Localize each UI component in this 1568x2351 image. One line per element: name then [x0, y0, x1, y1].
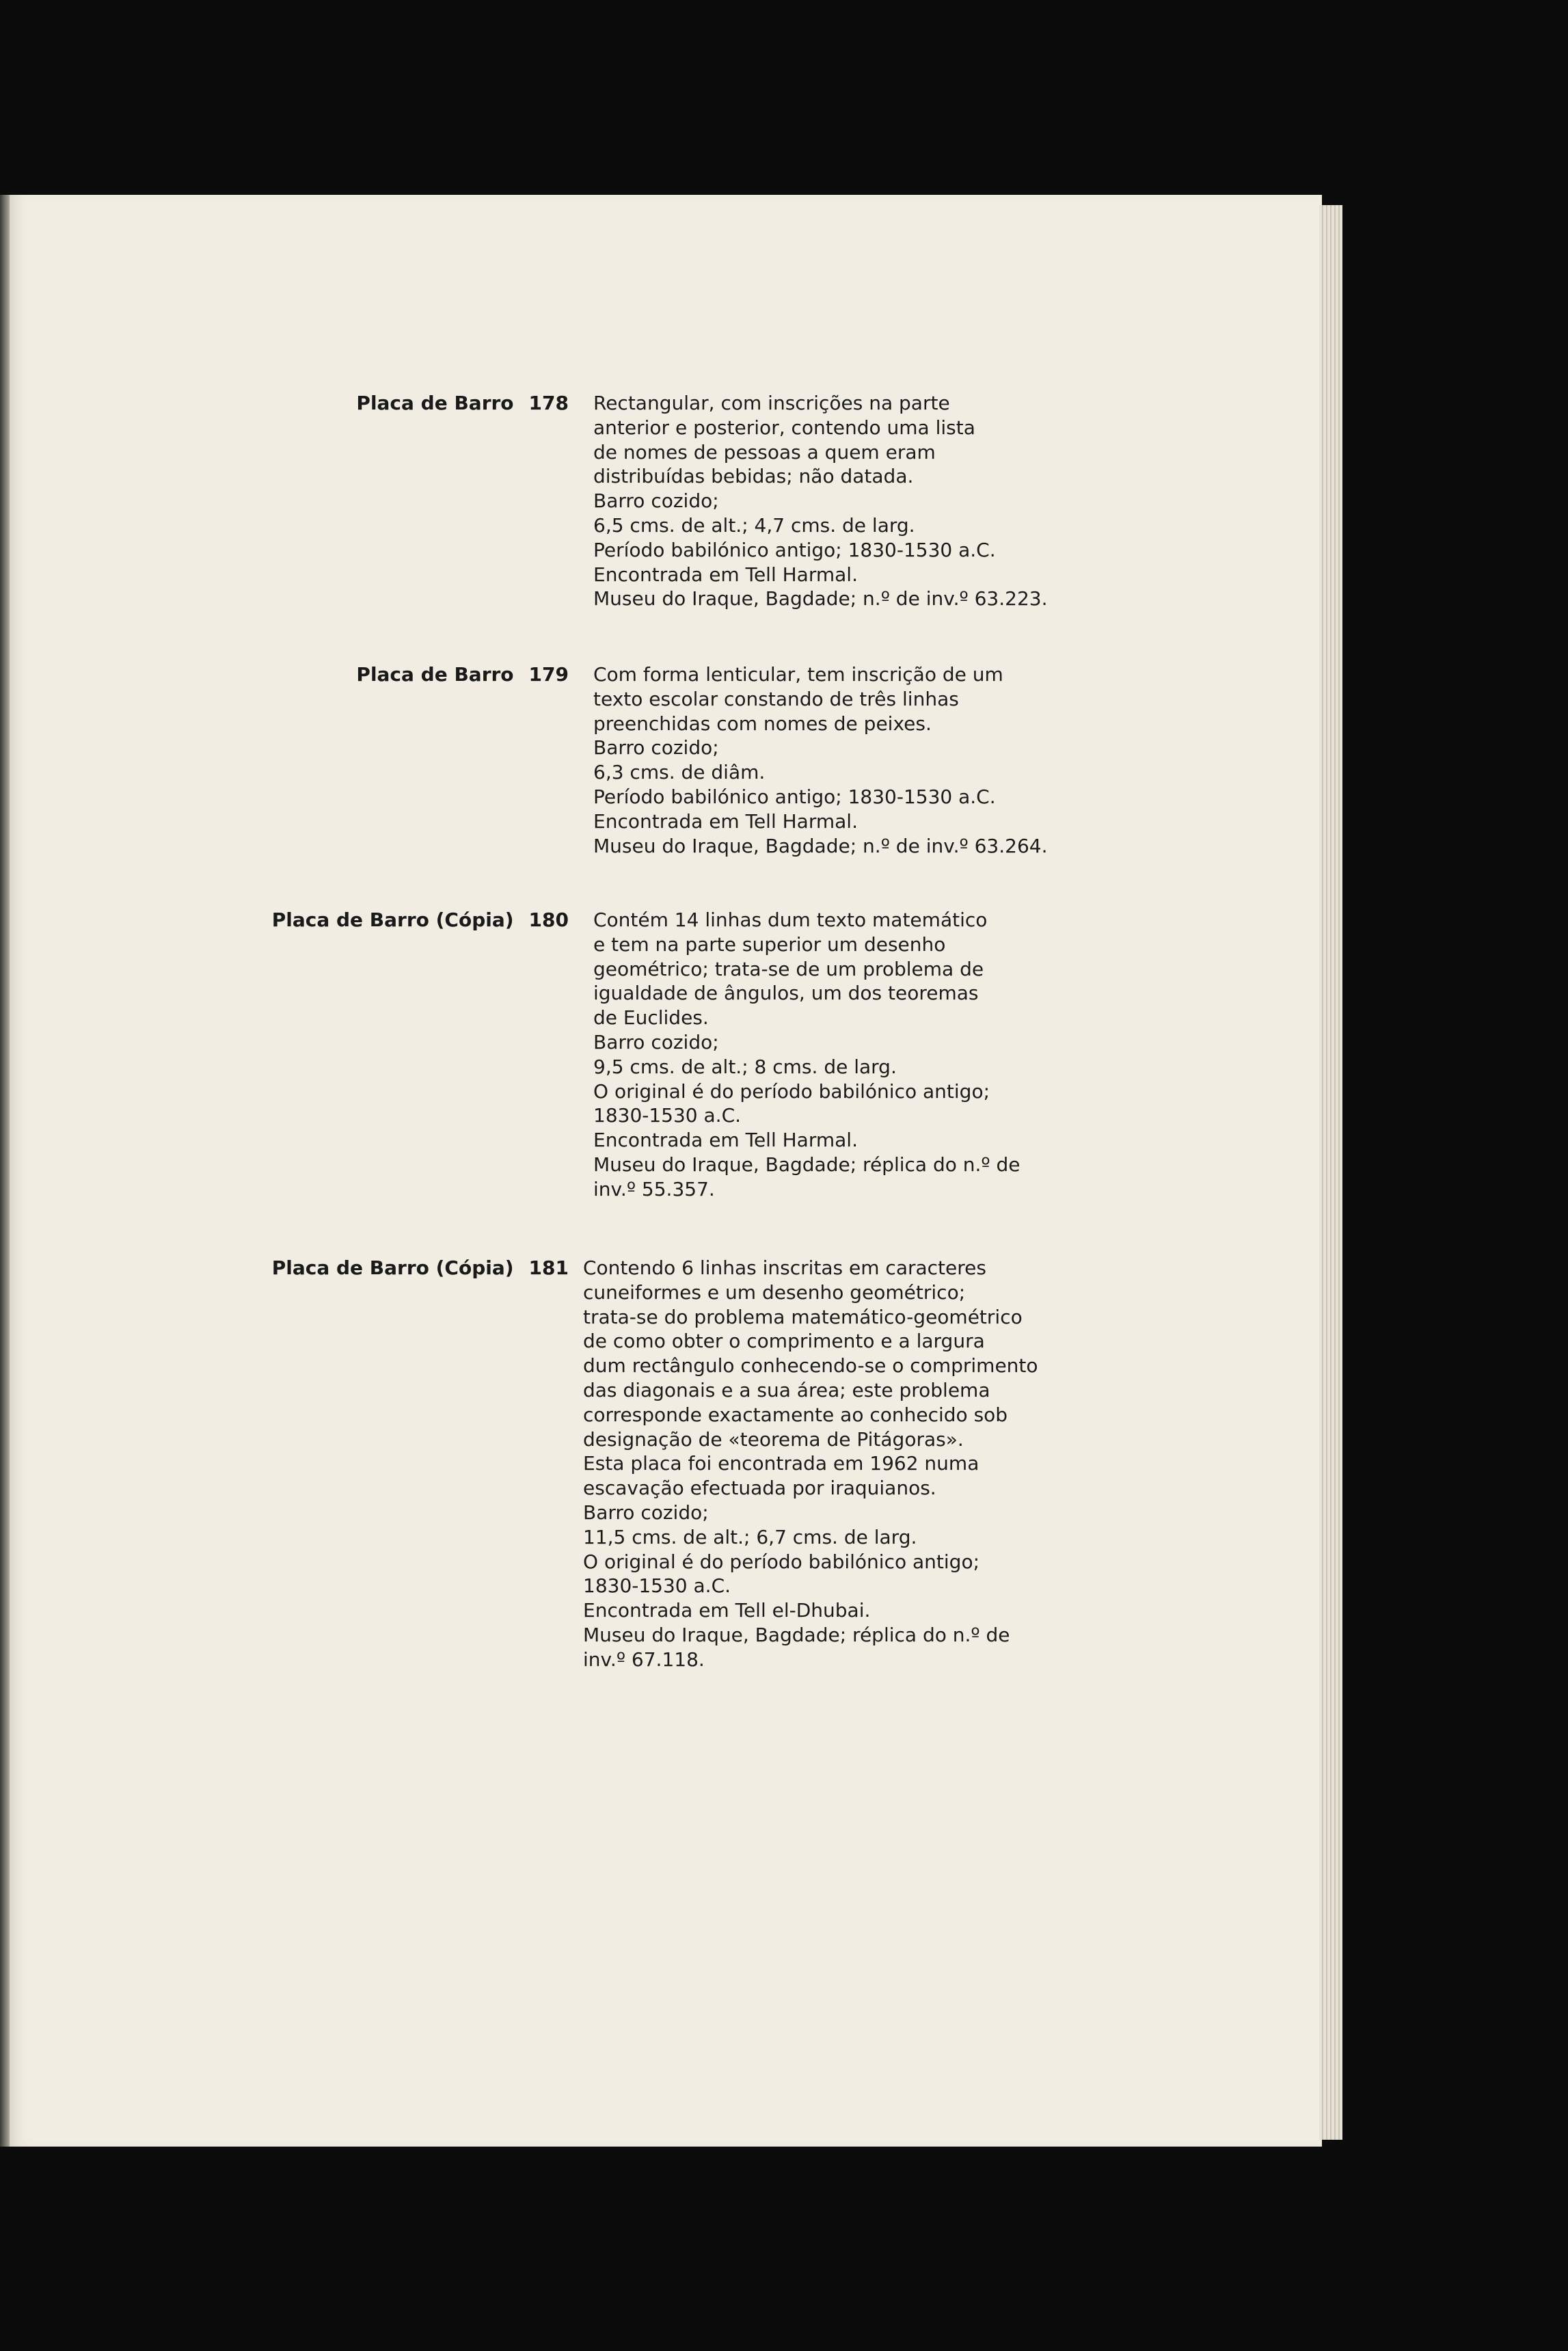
description-line: Museu do Iraque, Bagdade; n.º de inv.º 63.223. [593, 587, 1048, 610]
description-line: Barro cozido; [593, 736, 719, 760]
entry-number: 181 [528, 1257, 569, 1279]
description-line: Período babilónico antigo; 1830-1530 a.C. [593, 785, 996, 808]
entry-title: Placa de Barro (Cópia) [271, 909, 514, 931]
description-line: 6,3 cms. de diâm. [593, 761, 766, 784]
description-line: igualdade de ângulos, um dos teoremas [593, 982, 979, 1005]
description-line: inv.º 67.118. [583, 1648, 705, 1671]
description-line: trata-se do problema matemático-geométrico [583, 1305, 1023, 1328]
entry-number: 180 [528, 909, 569, 931]
description-line: Museu do Iraque, Bagdade; réplica do n.º de [583, 1623, 1010, 1646]
description-line: das diagonais e a sua área; este problema [583, 1378, 990, 1401]
entry-number: 178 [528, 392, 569, 414]
description-line: Museu do Iraque, Bagdade; n.º de inv.º 63.264. [593, 834, 1048, 857]
description-line: Rectangular, com inscrições na parte [593, 392, 950, 414]
description-line: Contendo 6 linhas inscritas em caracteres [583, 1257, 986, 1279]
description-line: Encontrada em Tell Harmal. [593, 563, 858, 586]
description-line: Barro cozido; [583, 1501, 709, 1524]
description-line: preenchidas com nomes de peixes. [593, 712, 932, 735]
description-line: dum rectângulo conhecendo-se o comprimento [583, 1354, 1038, 1378]
description-line: corresponde exactamente ao conhecido sob [583, 1403, 1008, 1426]
description-line: Museu do Iraque, Bagdade; réplica do n.º de [593, 1153, 1020, 1176]
description-line: inv.º 55.357. [593, 1177, 715, 1200]
description-line: O original é do período babilónico antigo; [593, 1079, 990, 1103]
description-line: geométrico; trata-se de um problema de [593, 957, 984, 980]
description-line: 1830-1530 a.C. [583, 1574, 731, 1598]
entry-description [593, 391, 1072, 611]
description-line: e tem na parte superior um desenho [593, 932, 946, 956]
description-line: Barro cozido; [593, 1030, 719, 1053]
description-line: texto escolar constando de três linhas [593, 687, 959, 710]
entry-number: 179 [528, 663, 569, 686]
entry-title: Placa de Barro [356, 392, 514, 414]
entry-label [272, 908, 569, 932]
entry-title: Placa de Barro [356, 663, 514, 686]
description-line: 6,5 cms. de alt.; 4,7 cms. de larg. [593, 513, 915, 537]
description-line: escavação efectuada por iraquianos. [583, 1477, 936, 1500]
description-line: Período babilónico antigo; 1830-1530 a.C. [593, 538, 996, 561]
description-line: de Euclides. [593, 1006, 709, 1030]
description-line: Barro cozido; [593, 489, 719, 513]
entry-label [356, 391, 569, 416]
page-edges [1319, 205, 1342, 2140]
description-line: designação de «teorema de Pitágoras». [583, 1427, 964, 1451]
description-line: Contém 14 linhas dum texto matemático [593, 909, 988, 931]
description-line: Encontrada em Tell el-Dhubai. [583, 1599, 871, 1622]
entry-label [272, 1256, 569, 1280]
description-line: cuneiformes e um desenho geométrico; [583, 1280, 966, 1304]
entry-label [356, 662, 569, 687]
description-line: Encontrada em Tell Harmal. [593, 809, 858, 833]
description-line: de nomes de pessoas a quem eram [593, 440, 936, 464]
description-line: anterior e posterior, contendo uma lista [593, 416, 975, 439]
entry-title: Placa de Barro (Cópia) [271, 1257, 514, 1279]
description-line: Com forma lenticular, tem inscrição de um [593, 663, 1003, 686]
entry-description [593, 908, 1072, 1202]
description-line: 9,5 cms. de alt.; 8 cms. de larg. [593, 1055, 897, 1078]
description-line: O original é do período babilónico antigo; [583, 1550, 980, 1573]
description-line: 1830-1530 a.C. [593, 1104, 742, 1127]
description-line: distribuídas bebidas; não datada. [593, 465, 914, 488]
description-line: Esta placa foi encontrada em 1962 numa [583, 1452, 979, 1475]
entry-description [583, 1256, 1062, 1672]
description-line: Encontrada em Tell Harmal. [593, 1129, 858, 1152]
description-line: de como obter o comprimento e a largura [583, 1330, 985, 1353]
entry-description [593, 662, 1072, 858]
description-line: 11,5 cms. de alt.; 6,7 cms. de larg. [583, 1525, 917, 1548]
